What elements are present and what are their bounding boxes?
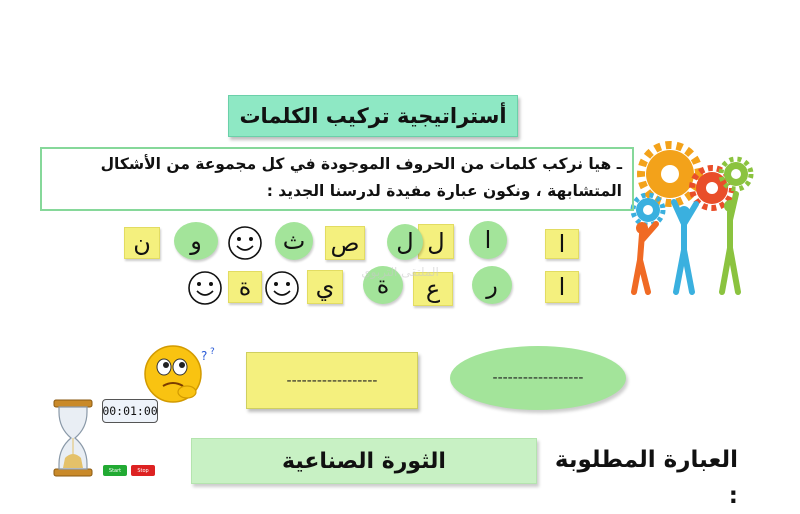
instruction-line-1: ـ هيا نركب كلمات من الحروف الموجودة في كل مجموعة من الأشكال <box>100 155 622 173</box>
instruction-box <box>40 147 634 211</box>
letter-tile-circle[interactable]: ث <box>275 222 313 260</box>
stop-button[interactable]: Stop <box>131 465 155 476</box>
letter-tile-square[interactable]: ع <box>413 272 453 306</box>
letter-tile-square[interactable]: ن <box>124 227 160 259</box>
letter-tile-circle[interactable]: ا <box>469 221 507 259</box>
letter-tile-square[interactable]: ل <box>418 224 454 259</box>
required-phrase-label: العبارة المطلوبة : <box>554 447 738 509</box>
smiley-icon <box>227 225 263 261</box>
svg-text:?: ? <box>201 349 208 363</box>
letter-tile-square[interactable]: ة <box>228 271 262 303</box>
thinking-face-icon <box>143 340 227 406</box>
hourglass-icon <box>52 398 94 478</box>
countdown-timer: 00:01:00 <box>102 399 158 423</box>
svg-text:?: ? <box>210 347 215 357</box>
letter-tile-circle[interactable]: ل <box>387 224 423 260</box>
smiley-icon <box>187 270 223 306</box>
letter-tile-circle[interactable]: ر <box>472 266 512 304</box>
answer-box-rect[interactable]: ------------------ <box>246 352 418 409</box>
required-phrase-answer[interactable]: الثورة الصناعية <box>191 438 537 484</box>
start-button[interactable]: Start <box>103 465 127 476</box>
gears-illustration <box>626 132 756 302</box>
letter-tile-square[interactable]: ا <box>545 229 579 259</box>
smiley-icon <box>264 270 300 306</box>
instruction-line-2: المتشابهة ، ونكون عبارة مفيدة لدرسنا الجديد : <box>266 182 622 200</box>
letter-tile-circle[interactable]: ة <box>363 266 403 304</box>
strategy-title: أستراتيجية تركيب الكلمات <box>228 95 518 137</box>
answer-box-oval[interactable]: ------------------ <box>450 346 626 410</box>
gear-icon <box>633 195 663 225</box>
letter-tile-square[interactable]: ي <box>307 270 343 304</box>
letter-tile-square[interactable]: ا <box>545 271 579 303</box>
letter-tile-circle[interactable]: و <box>174 222 218 260</box>
watermark: الملتقى التربوي <box>361 265 439 279</box>
letter-tile-square[interactable]: ص <box>325 226 365 260</box>
gear-icon <box>721 159 751 189</box>
